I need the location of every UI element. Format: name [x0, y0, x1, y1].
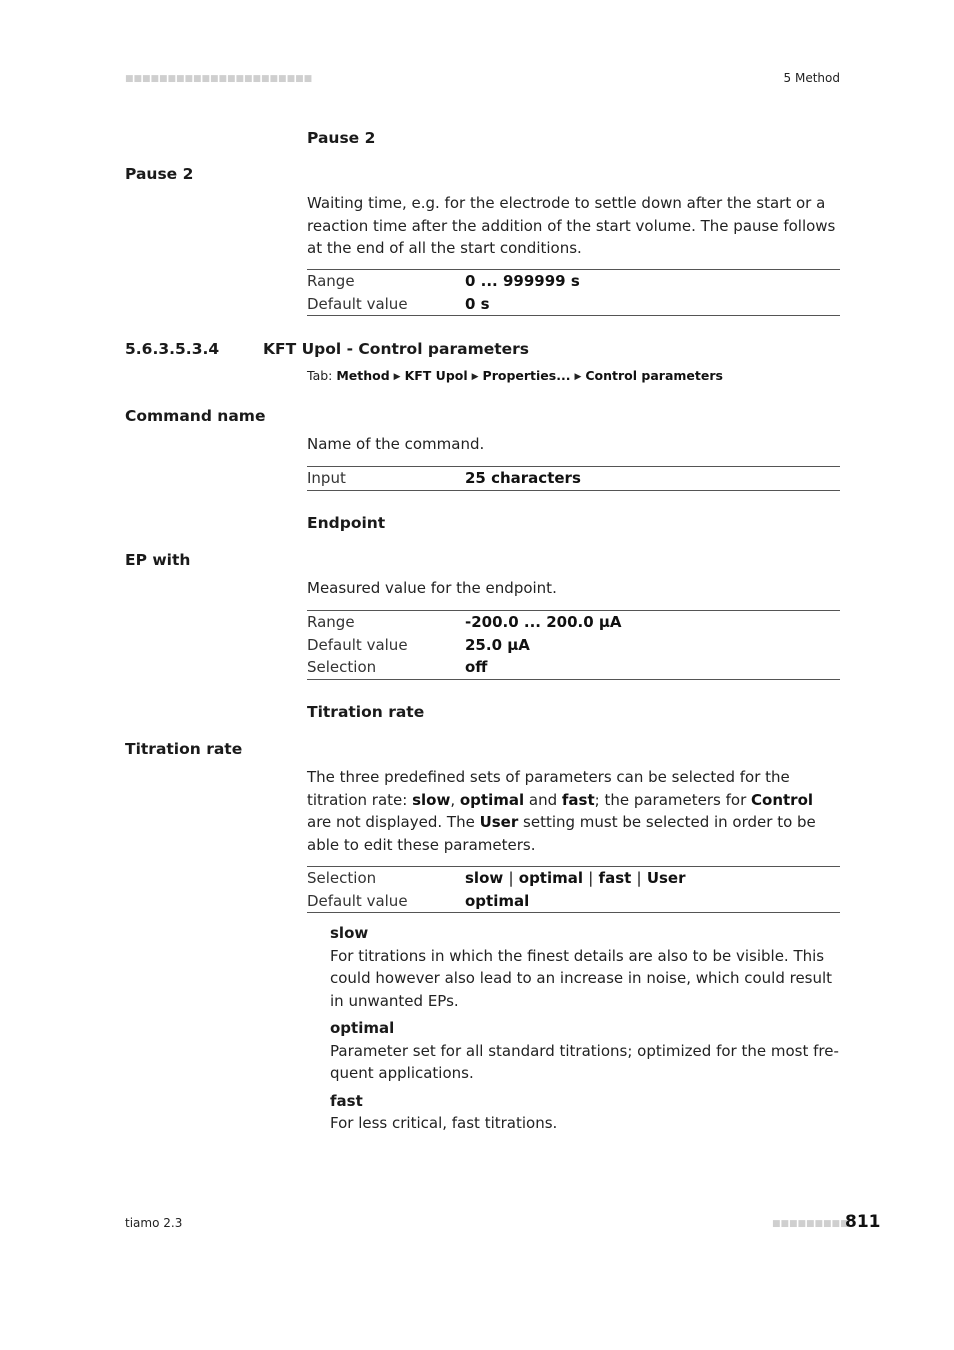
- endpoint-description: Measured value for the endpoint.: [307, 579, 557, 597]
- endpoint-heading: Endpoint: [307, 514, 386, 532]
- table-row: [307, 270, 840, 293]
- table-key: Selection: [307, 869, 377, 887]
- table-key: Input: [307, 469, 346, 487]
- section-number: 5.6.3.5.3.4: [125, 340, 220, 358]
- table-row: [307, 867, 840, 890]
- breadcrumb-item: Control parameters: [585, 368, 723, 383]
- titration-rate-side-label: Titration rate: [125, 740, 243, 758]
- tab-breadcrumb: [307, 368, 723, 383]
- command-name-table: [307, 466, 840, 491]
- table-value: 25.0 µA: [465, 635, 530, 654]
- table-row: [307, 293, 840, 316]
- pause-heading: Pause 2: [307, 129, 376, 147]
- option-description: Parameter set for all standard titrations; optimized for the most frequent applications.: [330, 1041, 839, 1082]
- breadcrumb-arrow-icon: ▶: [471, 372, 479, 382]
- pause-side-label: Pause 2: [125, 165, 194, 183]
- option-term: optimal: [330, 1019, 395, 1037]
- breadcrumb-arrow-icon: ▶: [393, 372, 401, 382]
- table-key: Range: [307, 272, 355, 290]
- table-value: off: [465, 658, 488, 676]
- table-value: slow | optimal | fast | User: [465, 869, 686, 887]
- table-key: Default value: [307, 635, 408, 654]
- table-key: Range: [307, 613, 355, 631]
- option-description: For titrations in which the finest details are also to be visible. This could however also lead to an increase in noise, which could result in unwanted EPs.: [330, 946, 833, 1010]
- page-number: 811: [845, 1212, 881, 1232]
- option-term: fast: [330, 1091, 363, 1110]
- table-key: Default value: [307, 891, 408, 910]
- table-row: [307, 656, 840, 679]
- table-key: Selection: [307, 658, 377, 676]
- header-decoration: ■■■■■■■■■■■■■■■■■■■■■■: [125, 74, 313, 84]
- pause-description: Waiting time, e.g. for the electrode to settle down after the start or a reaction time after the addition of the start volume. The pause follows at the end of all the start conditions.: [307, 194, 836, 257]
- titration-rate-options: [330, 922, 842, 1135]
- option-term: slow: [330, 924, 369, 942]
- breadcrumb-item: Properties...: [482, 368, 571, 383]
- table-value: 0 ... 999999 s: [465, 272, 580, 290]
- endpoint-table: [307, 610, 840, 680]
- table-row: [307, 890, 840, 913]
- chapter-title: 5 Method: [783, 71, 840, 85]
- table-row: [307, 611, 840, 634]
- ep-with-side-label: EP with: [125, 551, 191, 569]
- table-row: [307, 634, 840, 657]
- breadcrumb-prefix: Tab:: [307, 368, 333, 383]
- table-key: Default value: [307, 294, 408, 313]
- command-name-description: Name of the command.: [307, 435, 485, 453]
- breadcrumb-item: Method: [336, 368, 390, 383]
- option-description: For less critical, fast titrations.: [330, 1114, 558, 1132]
- titration-rate-table: [307, 866, 840, 913]
- table-value: 0 s: [465, 294, 490, 313]
- footer-product: tiamo 2.3: [125, 1216, 183, 1230]
- titration-rate-heading: Titration rate: [307, 703, 425, 721]
- table-row: [307, 467, 840, 491]
- table-value: optimal: [465, 891, 530, 910]
- footer-decoration: ■■■■■■■■■: [772, 1219, 849, 1229]
- command-name-side-label: Command name: [125, 407, 266, 425]
- breadcrumb-arrow-icon: ▶: [574, 372, 582, 382]
- breadcrumb-item: KFT Upol: [404, 368, 468, 383]
- pause-parameter-table: [307, 269, 840, 316]
- titration-rate-description: The three predefined sets of parameters can be selected for the titration rate: slow, optimal and fast; the parameters for Control are not displayed. The User setting must be selected in order to be able to edit these parameters.: [307, 768, 816, 854]
- table-value: 25 characters: [465, 469, 581, 487]
- section-title: KFT Upol - Control parameters: [263, 340, 530, 358]
- table-value: -200.0 ... 200.0 µA: [465, 613, 622, 631]
